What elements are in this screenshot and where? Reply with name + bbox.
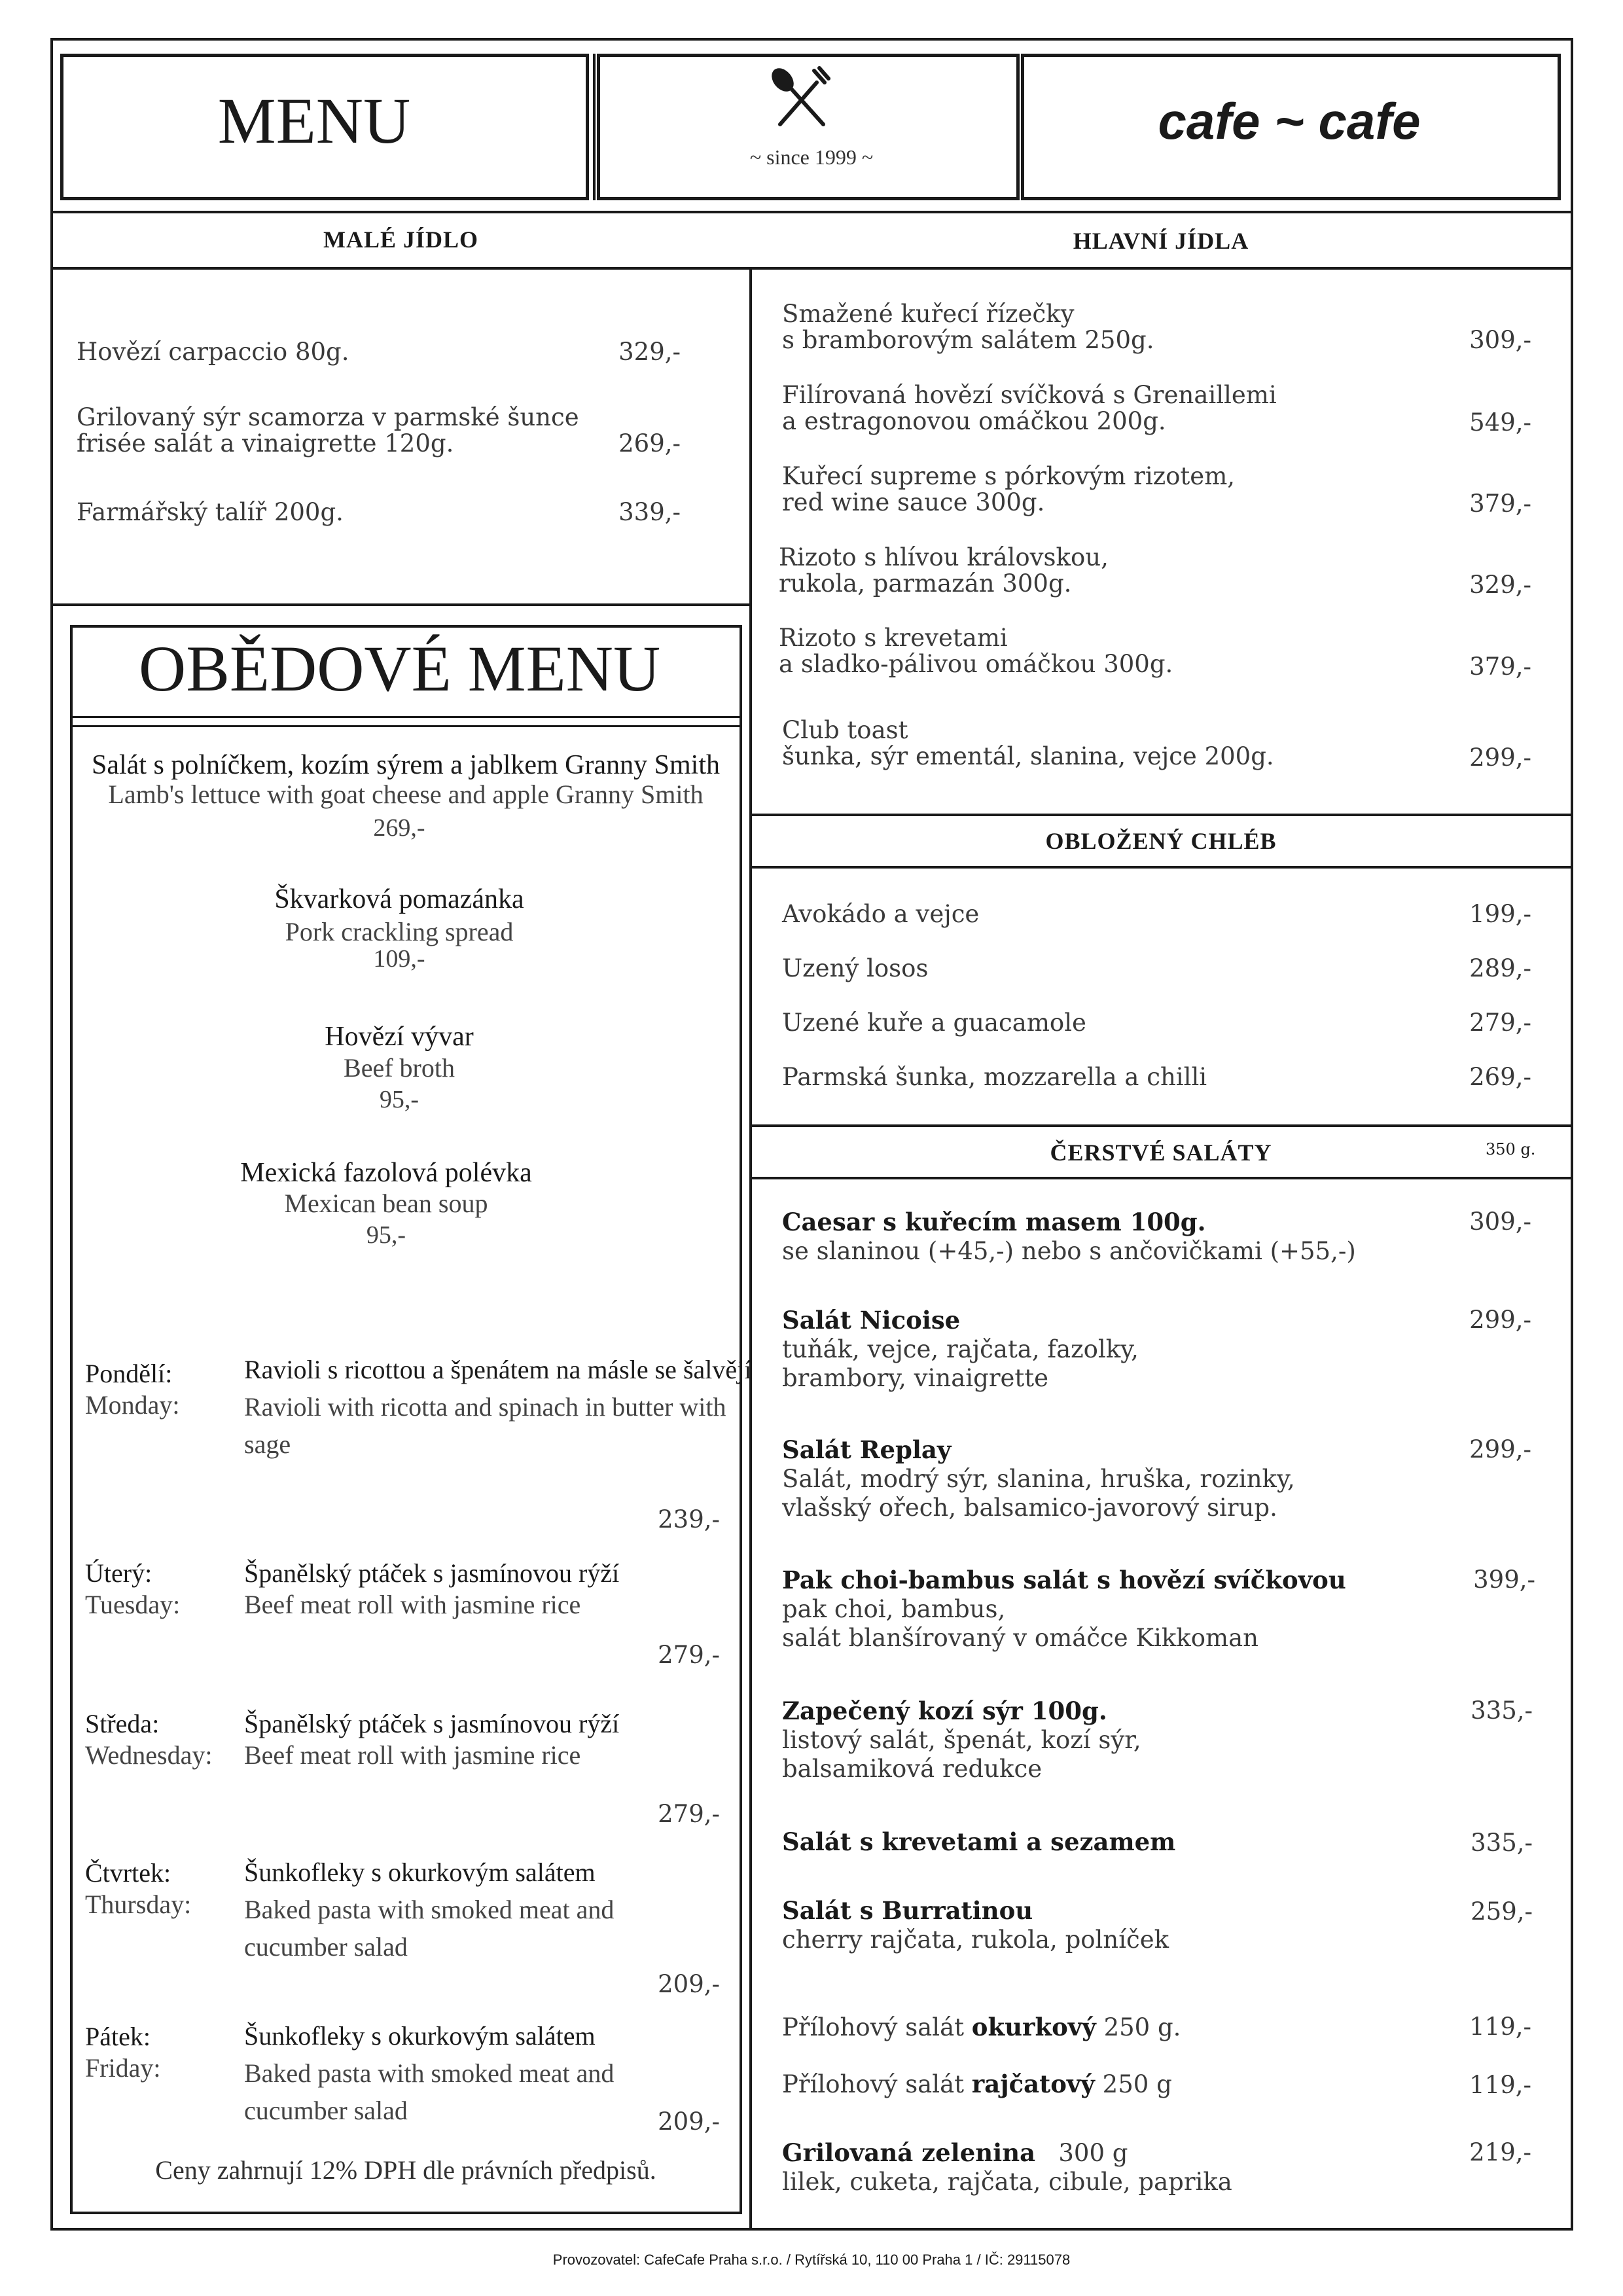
salad-weight-note: 350 g.: [1486, 1140, 1536, 1158]
grilled-vegetables-title: Grilovaná zelenina: [782, 2138, 1036, 2167]
main-dish-price: 549,-: [1469, 408, 1531, 437]
brand-logo: cafe ~ cafe: [1158, 92, 1421, 150]
day-name-en: Friday:: [85, 2053, 161, 2083]
salad-description: se slaninou (+45,-) nebo s ančovičkami (+55,-): [782, 1237, 1356, 1265]
side-salad-price: 119,-: [1469, 2013, 1531, 2041]
side-salad-weight: 250 g: [1094, 2070, 1172, 2098]
salad-description: pak choi, bambus,: [782, 1595, 1006, 1623]
sandwich-price: 199,-: [1469, 900, 1531, 928]
sandwich-price: 289,-: [1469, 954, 1531, 982]
salad-title: Salát s krevetami a sezamem: [782, 1827, 1176, 1856]
main-dish-line: rukola, parmazán 300g.: [779, 569, 1072, 598]
sandwich-name: Uzený losos: [782, 954, 929, 982]
day-name-cz: Čtvrtek:: [85, 1858, 171, 1888]
day-label: [85, 2021, 161, 2084]
side-salad-prefix: Přílohový salát: [782, 2070, 972, 2098]
daily-dish-en: Beef meat roll with jasmine rice: [244, 1740, 581, 1770]
day-name-en: Thursday:: [85, 1890, 192, 1919]
salad-title: Salát Nicoise: [782, 1306, 961, 1335]
salad-price: 299,-: [1469, 1435, 1531, 1463]
daily-dish-price: 209,-: [658, 2108, 720, 2136]
salad-description: brambory, vinaigrette: [782, 1364, 1049, 1392]
sandwich-price: 279,-: [1469, 1009, 1531, 1037]
daily-dish-cz: Ravioli s ricottou a špenátem na másle se šalvějí: [244, 1355, 752, 1384]
salad-title: Salát s Burratinou: [782, 1896, 1033, 1925]
main-dish-line: Rizoto s hlívou královskou,: [779, 543, 1109, 571]
salad-description: tuňák, vejce, rajčata, fazolky,: [782, 1335, 1139, 1363]
daily-dish-cz: Španělský ptáček s jasmínovou rýží: [244, 1709, 620, 1738]
vat-note: Ceny zahrnují 12% DPH dle právních předpisů.: [155, 2155, 656, 2185]
daily-dish: [244, 1558, 761, 1621]
side-salad-type: rajčatový: [971, 2070, 1095, 2098]
menu-item-price: 339,-: [618, 498, 681, 526]
side-salad-type: okurkový: [971, 2013, 1096, 2041]
side-salad: [782, 2070, 1172, 2099]
sandwich-price: 269,-: [1469, 1063, 1531, 1091]
daily-dish: [244, 1708, 761, 1771]
grilled-vegetables-price: 219,-: [1469, 2138, 1531, 2166]
main-dish-line: s bramborovým salátem 250g.: [782, 326, 1154, 354]
lunch-special-name: Škvarková pomazánka: [274, 884, 524, 914]
lunch-special-price: 95,-: [366, 1221, 406, 1249]
day-name-cz: Úterý:: [85, 1558, 152, 1588]
daily-dish: [244, 1351, 761, 1463]
daily-dish-price: 209,-: [658, 1970, 720, 1998]
main-dish-line: Rizoto s krevetami: [779, 624, 1008, 652]
grilled-vegetables-description: lilek, cuketa, rajčata, cibule, paprika: [782, 2168, 1232, 2196]
daily-dish-en: Ravioli with ricotta and spinach in butter with sage: [244, 1392, 726, 1459]
main-dish-price: 379,-: [1469, 490, 1531, 518]
salad-description: listový salát, špenát, kozí sýr,: [782, 1726, 1141, 1754]
lunch-special-price: 95,-: [379, 1086, 419, 1113]
lunch-special-name: Mexická fazolová polévka: [240, 1158, 532, 1188]
main-dish-price: 299,-: [1469, 744, 1531, 772]
main-dish-line: šunka, sýr ementál, slanina, vejce 200g.: [782, 742, 1274, 770]
menu-item-price: 329,-: [618, 338, 681, 366]
daily-dish-price: 279,-: [658, 1800, 720, 1828]
daily-dish-en: Baked pasta with smoked meat and cucumber salad: [244, 2058, 615, 2125]
salad-price: 399,-: [1473, 1566, 1535, 1594]
divider: [749, 866, 1573, 869]
fork-and-spoon-icon: [766, 65, 838, 137]
divider: [50, 267, 1573, 270]
day-name-cz: Středa:: [85, 1709, 160, 1738]
side-salad-prefix: Přílohový salát: [782, 2013, 972, 2041]
footer-operator: Provozovatel: CafeCafe Praha s.r.o. / Rytířská 10, 110 00 Praha 1 / IČ: 29115078: [552, 2251, 1071, 2268]
salad-price: 299,-: [1469, 1306, 1531, 1334]
day-name-en: Wednesday:: [85, 1740, 213, 1770]
salad-description: Salát, modrý sýr, slanina, hruška, rozinky,: [782, 1465, 1295, 1493]
lunch-special-english: Lamb's lettuce with goat cheese and apple Granny Smith: [108, 780, 704, 809]
main-dish-price: 379,-: [1469, 653, 1531, 681]
section-title-oblozeny-chleb: OBLOŽENÝ CHLÉB: [1045, 828, 1277, 854]
daily-dish-price: 279,-: [658, 1641, 720, 1669]
day-name-cz: Pátek:: [85, 2022, 151, 2051]
daily-dish-cz: Šunkofleky s okurkovým salátem: [244, 2021, 596, 2051]
sandwich-name: Parmská šunka, mozzarella a chilli: [782, 1063, 1207, 1091]
salad-price: 309,-: [1469, 1208, 1531, 1236]
salad-title: Pak choi-bambus salát s hovězí svíčkovou: [782, 1566, 1346, 1594]
section-title-cerstve-salaty: ČERSTVÉ SALÁTY: [1050, 1139, 1272, 1166]
menu-item-name: Hovězí carpaccio 80g.: [77, 338, 349, 366]
day-label: [85, 1358, 179, 1421]
main-dish-line: Smažené kuřecí řízečky: [782, 300, 1075, 328]
day-label: [85, 1708, 213, 1771]
salad-description: balsamiková redukce: [782, 1755, 1043, 1783]
day-name-en: Tuesday:: [85, 1590, 181, 1619]
main-dish-line: Filírovaná hovězí svíčková s Grenaillemi: [782, 381, 1277, 409]
divider: [50, 211, 1573, 213]
section-title-male-jidlo: MALÉ JÍDLO: [323, 226, 479, 253]
lunch-menu-title: OBĚDOVÉ MENU: [139, 632, 661, 705]
main-dish-line: Kuřecí supreme s pórkovým rizotem,: [782, 462, 1236, 490]
divider: [70, 725, 742, 727]
sandwich-name: Avokádo a vejce: [782, 900, 980, 928]
menu-item-name: frisée salát a vinaigrette 120g.: [77, 429, 454, 457]
daily-dish-en: Beef meat roll with jasmine rice: [244, 1590, 581, 1619]
salad-price: 335,-: [1471, 1696, 1533, 1725]
daily-dish-en: Baked pasta with smoked meat and cucumber salad: [244, 1895, 615, 1962]
lunch-special-name: Hovězí vývar: [325, 1022, 474, 1052]
lunch-special-name: Salát s polníčkem, kozím sýrem a jablkem Granny Smith: [92, 750, 720, 780]
main-dish-line: Club toast: [782, 716, 908, 744]
side-salad-weight: 250 g.: [1096, 2013, 1181, 2041]
salad-title: Zapečený kozí sýr 100g.: [782, 1696, 1107, 1725]
section-title-hlavni-jidla: HLAVNÍ JÍDLA: [1073, 228, 1249, 254]
day-name-en: Monday:: [85, 1390, 180, 1420]
salad-price: 259,-: [1471, 1897, 1533, 1926]
daily-dish-cz: Šunkofleky s okurkovým salátem: [244, 1857, 596, 1887]
main-dish-line: red wine sauce 300g.: [782, 488, 1045, 516]
lunch-special-english: Beef broth: [344, 1053, 455, 1083]
divider: [50, 603, 751, 606]
main-dish-price: 329,-: [1469, 571, 1531, 599]
divider: [70, 716, 742, 718]
lunch-special-price: 109,-: [373, 945, 425, 973]
main-dish-price: 309,-: [1469, 326, 1531, 354]
side-salad-price: 119,-: [1469, 2071, 1531, 2099]
grilled-vegetables: [782, 2138, 1128, 2168]
lunch-special-english: Mexican bean soup: [284, 1189, 488, 1218]
menu-item-name: Farmářský talíř 200g.: [77, 498, 344, 526]
menu-item-price: 269,-: [618, 429, 681, 457]
since-label: ~ since 1999 ~: [749, 145, 874, 169]
divider: [749, 1177, 1573, 1179]
day-name-cz: Pondělí:: [85, 1359, 173, 1388]
daily-dish: [244, 1854, 761, 1965]
divider: [749, 1124, 1573, 1127]
main-dish-line: a estragonovou omáčkou 200g.: [782, 407, 1166, 435]
lunch-special-english: Pork crackling spread: [285, 917, 514, 946]
salad-title: Salát Replay: [782, 1435, 952, 1464]
menu-item-name: Grilovaný sýr scamorza v parmské šunce: [77, 403, 579, 431]
sandwich-name: Uzené kuře a guacamole: [782, 1009, 1086, 1037]
lunch-special-price: 269,-: [373, 814, 425, 842]
daily-dish-price: 239,-: [658, 1505, 720, 1534]
salad-description: cherry rajčata, rukola, polníček: [782, 1926, 1169, 1954]
daily-dish-cz: Španělský ptáček s jasmínovou rýží: [244, 1558, 620, 1588]
salad-price: 335,-: [1471, 1829, 1533, 1857]
header-divider: [1017, 54, 1020, 200]
salad-description: vlašský ořech, balsamico-javorový sirup.: [782, 1494, 1277, 1522]
header-divider: [593, 54, 596, 200]
side-salad: [782, 2013, 1181, 2042]
divider: [749, 814, 1573, 816]
menu-title: MENU: [217, 84, 411, 157]
day-label: [85, 1558, 180, 1621]
salad-description: salát blanšírovaný v omáčce Kikkoman: [782, 1624, 1258, 1652]
grilled-vegetables-weight: 300 g: [1058, 2139, 1128, 2167]
main-dish-line: a sladko-pálivou omáčkou 300g.: [779, 650, 1173, 678]
salad-title: Caesar s kuřecím masem 100g.: [782, 1208, 1206, 1236]
day-label: [85, 1857, 191, 1920]
